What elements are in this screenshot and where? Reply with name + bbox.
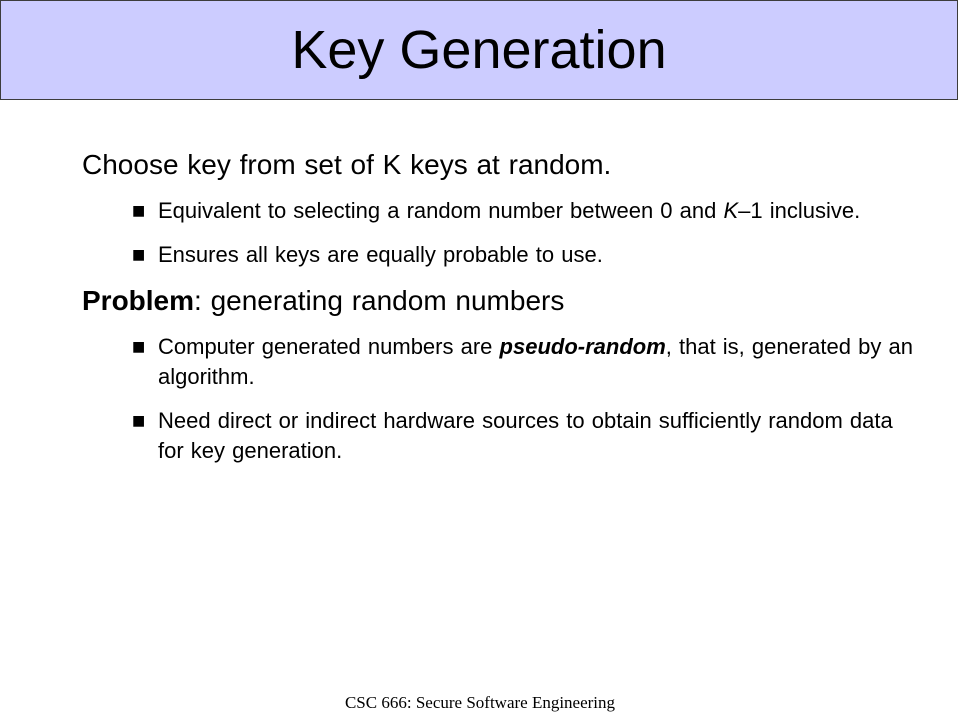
point-problem [82,284,922,318]
subpoint-computer-generated [82,332,922,392]
title-bar [0,0,958,100]
slide-footer: CSC 666: Secure Software Engineering [344,693,616,712]
subpoint-ensures-text: Ensures all keys are equally probable to use. [158,242,603,267]
subpoint-equivalent-k: K [723,198,739,223]
square-bullet-icon: ■ [132,203,146,219]
subpoint-ensures [82,240,922,270]
subpoint-computer-pre: Computer generated numbers are [158,334,500,359]
subpoint-hardware-sources [82,406,922,466]
subpoint-computer-post: , that is, generated by an algorithm. [158,334,913,389]
subpoint-equivalent [82,196,922,226]
problem-rest: : generating random numbers [194,285,565,316]
subpoint-equivalent-post: –1 inclusive. [738,198,861,223]
square-bullet-icon: ■ [132,413,146,429]
problem-label: Problem [82,285,195,316]
subpoint-hardware-text: Need direct or indirect hardware sources to obtain sufficiently random data for key generation. [158,408,893,463]
subpoint-computer-emph: pseudo-random [499,334,666,359]
square-bullet-icon: ■ [132,339,146,355]
subpoint-equivalent-pre: Equivalent to selecting a random number between 0 and [158,198,724,223]
point-choose-key: Choose key from set of K keys at random. [82,149,612,180]
slide-body [82,148,922,466]
slide-title: Key Generation [291,20,667,80]
square-bullet-icon: ■ [132,247,146,263]
